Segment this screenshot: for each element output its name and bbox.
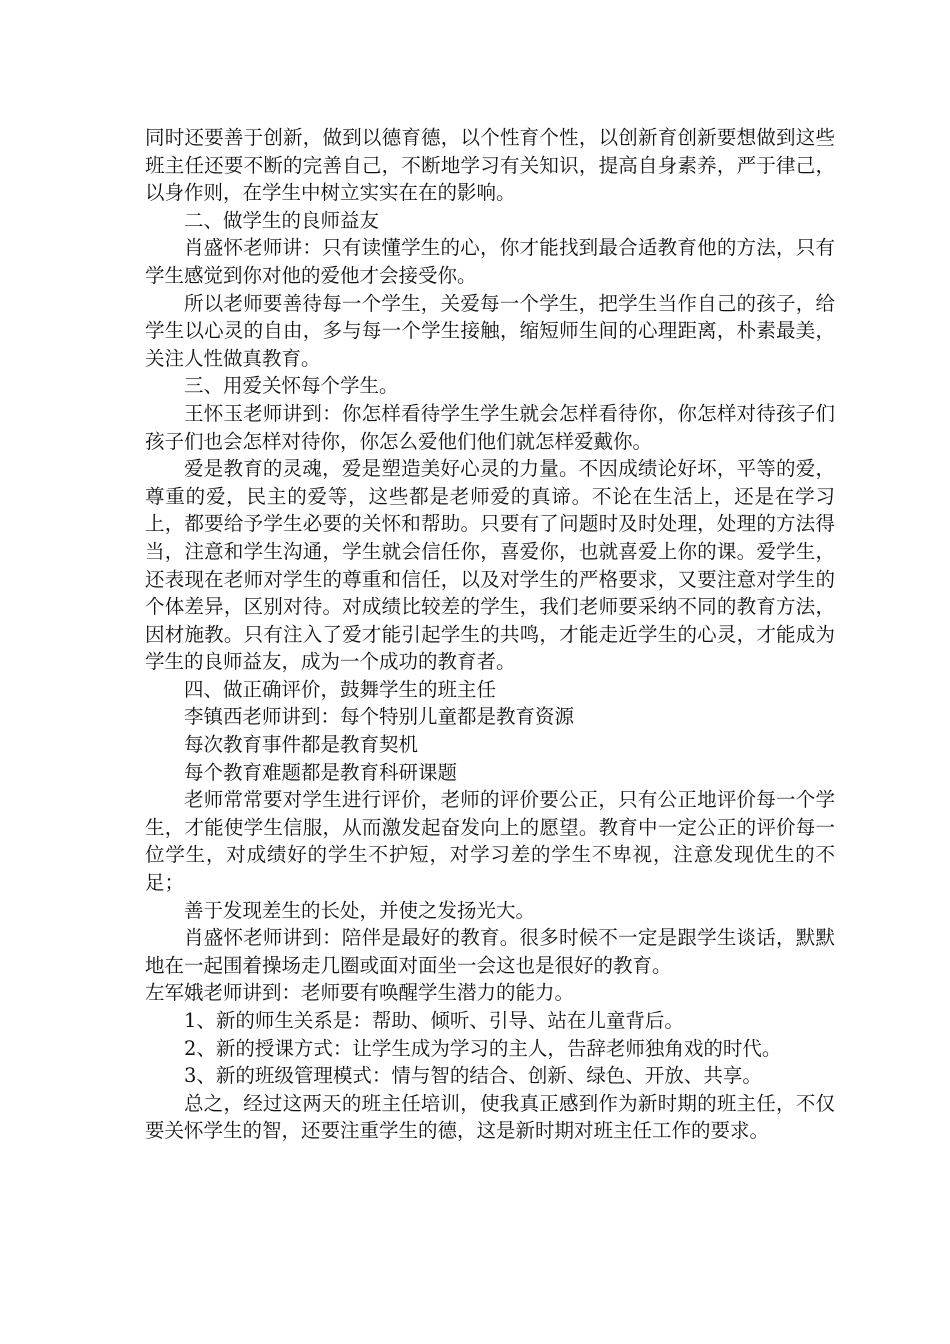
list-item: 1、新的师生关系是：帮助、倾听、引导、站在儿童背后。 (184, 1009, 684, 1032)
paragraph: 肖盛怀老师讲到：陪伴是最好的教育。很多时候不一定是跟学生谈话，默默地在一起围着操场走几圈或面对面坐一会这也是很好的教育。 (145, 926, 835, 977)
paragraph: 爱是教育的灵魂，爱是塑造美好心灵的力量。不因成绩论好坏，平等的爱，尊重的爱，民主的爱等，这些都是老师爱的真谛。不论在生活上，还是在学习上，都要给予学生必要的关怀和帮助。只要有了问题时及时处理，处理的方法得当，注意和学生沟通，学生就会信任你，喜爱你，也就喜爱上你的课。爱学生，还表现在老师对学生的尊重和信任，以及对学生的严格要求，又要注意对学生的个体差异，区别对待。对成绩比较差的学生，我们老师要采纳不同的教育方法，因材施教。只有注入了爱才能引起学生的共鸣，才能走近学生的心灵，才能成为学生的良师益友，成为一个成功的教育者。 (145, 457, 835, 674)
paragraph: 每次教育事件都是教育契机 (184, 733, 419, 757)
paragraph: 李镇西老师讲到：每个特别儿童都是教育资源 (184, 705, 575, 729)
list-item: 3、新的班级管理模式：情与智的结合、创新、绿色、开放、共享。 (184, 1064, 762, 1088)
paragraph: 善于发现差生的长处，并使之发扬光大。 (184, 898, 536, 922)
list-item: 2、新的授课方式：让学生成为学习的主人，告辞老师独角戏的时代。 (184, 1036, 782, 1060)
section-heading: 三、用爱关怀每个学生。 (184, 374, 399, 398)
paragraph: 肖盛怀老师讲：只有读懂学生的心，你才能找到最合适教育他的方法，只有学生感觉到你对他的爱他才会接受你。 (145, 236, 835, 287)
document-body (145, 124, 835, 1145)
paragraph: 每个教育难题都是教育科研课题 (184, 760, 458, 784)
section-heading: 二、做学生的良师益友 (184, 208, 380, 232)
paragraph: 总之，经过这两天的班主任培训，使我真正感到作为新时期的班主任，不仅要关怀学生的智，还要注重学生的德，这是新时期对班主任工作的要求。 (145, 1091, 835, 1143)
paragraph: 王怀玉老师讲到：你怎样看待学生学生就会怎样看待你，你怎样对待孩子们孩子们也会怎样对待你，你怎么爱他们他们就怎样爱戴你。 (145, 401, 835, 453)
paragraph: 所以老师要善待每一个学生，关爱每一个学生，把学生当作自己的孩子，给学生以心灵的自由，多与每一个学生接触，缩短师生间的心理距离，朴素最美，关注人性做真教育。 (145, 291, 835, 370)
paragraph: 老师常常要对学生进行评价，老师的评价要公正，只有公正地评价每一个学生，才能使学生信服，从而激发起奋发向上的愿望。教育中一定公正的评价每一位学生，对成绩好的学生不护短，对学习差的学生不卑视，注意发现优生的不足； (145, 788, 835, 895)
section-heading: 四、做正确评价，鼓舞学生的班主任 (184, 677, 497, 701)
paragraph: 左军娥老师讲到：老师要有唤醒学生潜力的能力。 (145, 981, 575, 1005)
paragraph: 同时还要善于创新，做到以德育德，以个性育个性，以创新育创新要想做到这些班主任还要不断的完善自己，不断地学习有关知识，提高自身素养，严于律己，以身作则，在学生中树立实实在在的影响。 (145, 126, 835, 205)
